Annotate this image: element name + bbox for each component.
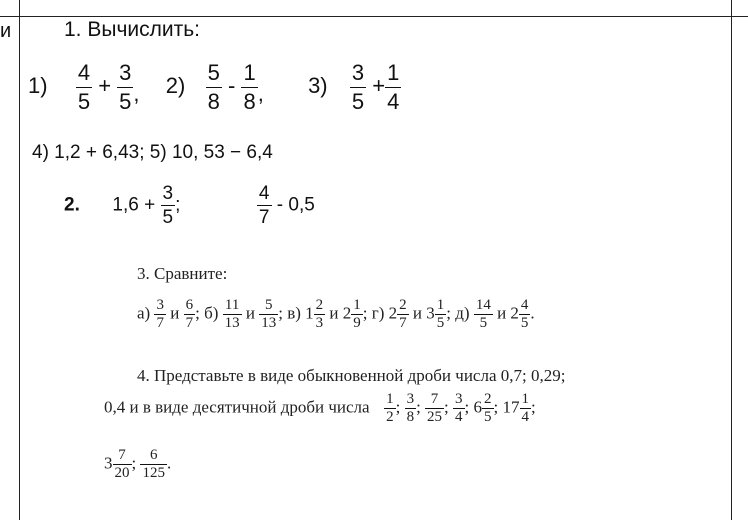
fraction: $\frac{3}{4}$: [455, 391, 463, 425]
fraction: $\frac{14}{5}$: [475, 297, 491, 331]
item-number: 2): [165, 73, 186, 99]
fraction: $\frac{4}{5}$: [520, 297, 529, 331]
task1-fraction-row: [28, 62, 401, 113]
fraction: $\frac{1}{4}$: [387, 60, 400, 114]
fraction: $\frac{3}{5}$: [351, 60, 365, 114]
task2-number: 2.: [64, 194, 80, 216]
top-border: [0, 16, 748, 17]
operator: -: [227, 73, 236, 99]
fraction: $\frac{5}{8}$: [207, 60, 220, 114]
task1-item-2: 2) $\frac{5}{8}$ - $\frac{1}{8}$ ,: [165, 60, 264, 114]
task4-line2: 0,4 и в виде десятичной дроби числа $\frac{1}{2}$ ; $\frac{3}{8}$ ; $\frac{7}{25}$ ; $\frac{3}{4}$ ; 6 $\frac{2}{5}$ ; 17 $\frac{1}{4}$ ;: [104, 391, 536, 425]
fraction: $\frac{4}{5}$: [77, 60, 91, 114]
fraction: $\frac{6}{7}$: [185, 297, 194, 331]
task3-compare-row: а) $\frac{3}{7}$ и $\frac{6}{7}$ ; б) $\frac{11}{13}$ и $\frac{5}{13}$ ; в) 1 $\frac{2}{3}$ и 2 $\frac{1}{9}$ ; г) 2 $\frac{2}{7}$ и 3 $\frac{1}{5}$ ; д) $\frac{14}{5}$ и 2 $\frac{4}{5}$ .: [137, 297, 535, 331]
task4-line2-text: 0,4 и в виде десятичной дроби числа: [104, 397, 370, 417]
task1-line4: 4) 1,2 + 6,43; 5) 10, 53 − 6,4: [32, 142, 273, 163]
fraction: $\frac{1}{5}$: [436, 297, 445, 331]
fraction: $\frac{3}{7}$: [156, 297, 164, 331]
fraction: $\frac{2}{7}$: [399, 297, 407, 331]
right-border: [731, 0, 732, 520]
task1-item-3: [308, 60, 401, 114]
fraction: $\frac{1}{8}$: [243, 60, 256, 114]
fraction: $\frac{4}{7}$: [258, 183, 270, 228]
task1-heading: 1. Вычислить:: [64, 18, 200, 41]
fraction: $\frac{3}{8}$: [406, 391, 415, 425]
task2-row: [64, 184, 315, 227]
task2-separator: ;: [175, 194, 181, 216]
fraction: $\frac{2}{5}$: [484, 391, 492, 425]
task4-line1: 4. Представьте в виде обыкновенной дроби числа 0,7; 0,29;: [137, 366, 566, 385]
fraction: $\frac{1}{2}$: [386, 391, 394, 425]
fraction: $\frac{1}{4}$: [521, 391, 529, 425]
task1-item-1: 1) $\frac{4}{5}$ + $\frac{3}{5}$ ,: [28, 60, 140, 114]
task2-expr2-suffix: - 0,5: [276, 194, 315, 216]
task4-line3: 3 $\frac{7}{20}$ ; $\frac{6}{125}$ .: [104, 447, 172, 481]
task3-title: 3. Сравните:: [137, 264, 228, 283]
fraction: $\frac{6}{125}$: [142, 447, 165, 481]
operator: +: [98, 73, 112, 99]
operator: +: [372, 73, 386, 99]
fraction: $\frac{3}{5}$: [119, 60, 132, 114]
fraction: $\frac{1}{9}$: [353, 297, 361, 331]
fraction: $\frac{7}{20}$: [114, 447, 130, 481]
item-number: 1): [28, 73, 48, 99]
fraction: $\frac{5}{13}$: [261, 297, 277, 331]
fraction: $\frac{7}{25}$: [427, 391, 443, 425]
task2-expr1-prefix: 1,6 +: [112, 194, 156, 216]
item-number: 3): [308, 73, 328, 99]
left-edge-text: и: [0, 20, 12, 42]
fraction: $\frac{11}{13}$: [224, 297, 240, 331]
fraction: $\frac{2}{3}$: [315, 297, 324, 331]
left-border: [19, 0, 20, 520]
fraction: $\frac{3}{5}$: [162, 183, 174, 228]
